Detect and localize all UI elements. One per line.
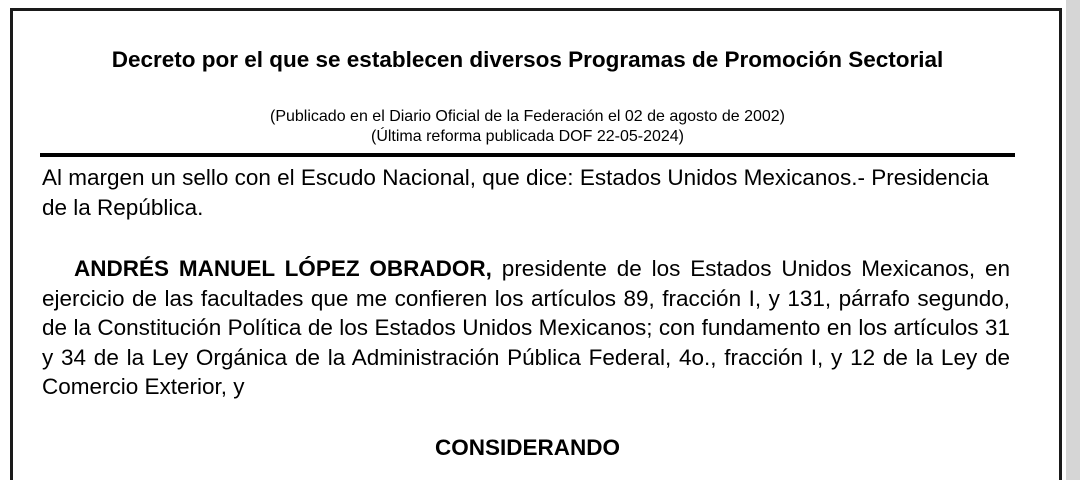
section-heading: CONSIDERANDO <box>434 435 620 460</box>
signatory-name: ANDRÉS MANUEL LÓPEZ OBRADOR, <box>74 256 492 281</box>
preamble-text: presidente de los Estados Unidos Mexicanos, en ejercicio de las facultades que me confieren los artículos 89, fracción I, y 131, párrafo segundo, de la Constitución Política de los Estados Unidos Mexicanos; con fundamento en los artículos 31 y 34 de la Ley Orgánica de la Administración Pública Federal, 4o., fracción I, y 12 de la Ley de Comercio Exterior, y <box>42 256 1010 399</box>
publication-note: (Publicado en el Diario Oficial de la Federación el 02 de agosto de 2002) <box>270 108 785 125</box>
seal-paragraph: Al margen un sello con el Escudo Nacional, que dice: Estados Unidos Mexicanos.- Presidencia de la República. <box>42 165 989 220</box>
page-edge-shadow <box>1066 0 1080 480</box>
header-divider <box>40 153 1015 157</box>
last-reform-note: (Última reforma publicada DOF 22-05-2024) <box>370 128 684 145</box>
document-page <box>10 8 1062 480</box>
document-title: Decreto por el que se establecen diversos Programas de Promoción Sectorial <box>111 47 944 72</box>
preamble-paragraph <box>42 254 1010 402</box>
